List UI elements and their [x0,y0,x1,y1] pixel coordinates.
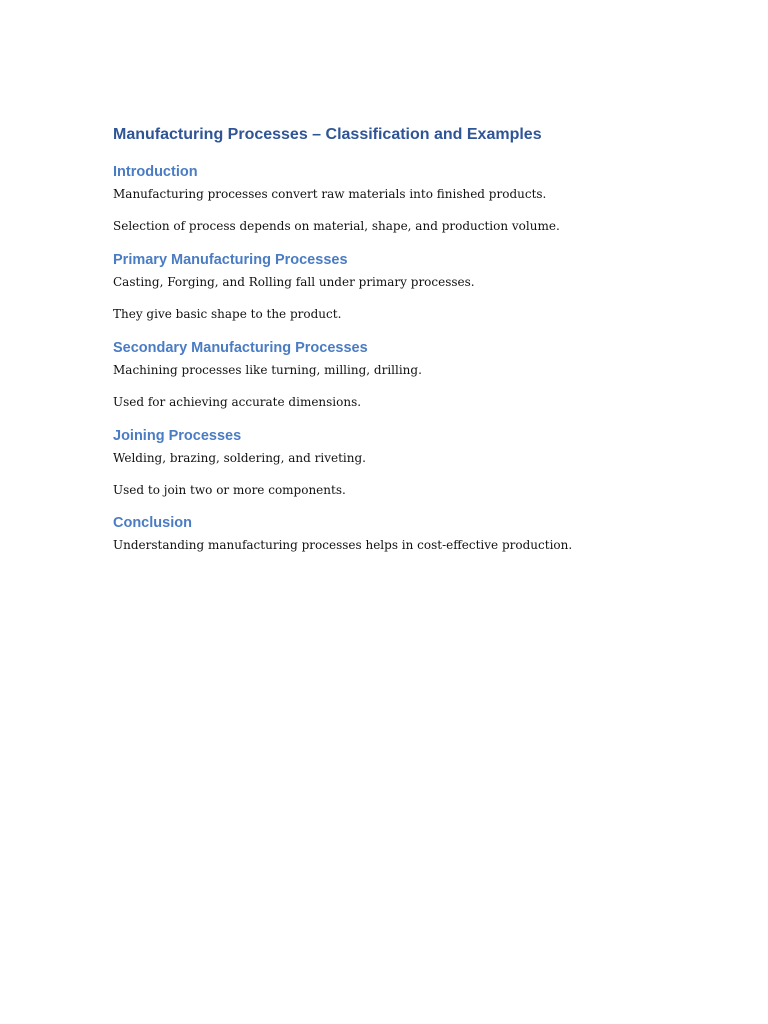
paragraph: Casting, Forging, and Rolling fall under primary processes. [113,275,475,289]
section-heading-primary-processes: Primary Manufacturing Processes [113,252,348,268]
section-heading-introduction: Introduction [113,164,198,180]
paragraph: Manufacturing processes convert raw materials into finished products. [113,187,547,201]
paragraph: Selection of process depends on material, shape, and production volume. [113,219,560,233]
section-heading-joining-processes: Joining Processes [113,428,242,444]
paragraph: They give basic shape to the product. [113,307,342,321]
paragraph: Used to join two or more components. [113,483,346,497]
paragraph: Used for achieving accurate dimensions. [113,395,362,409]
paragraph: Welding, brazing, soldering, and riveting. [113,451,366,465]
section-heading-secondary-processes: Secondary Manufacturing Processes [113,340,368,356]
document-title: Manufacturing Processes – Classification and Examples [113,126,542,143]
paragraph: Understanding manufacturing processes helps in cost-effective production. [113,538,573,552]
section-heading-conclusion: Conclusion [113,515,192,531]
paragraph: Machining processes like turning, milling, drilling. [113,363,422,377]
